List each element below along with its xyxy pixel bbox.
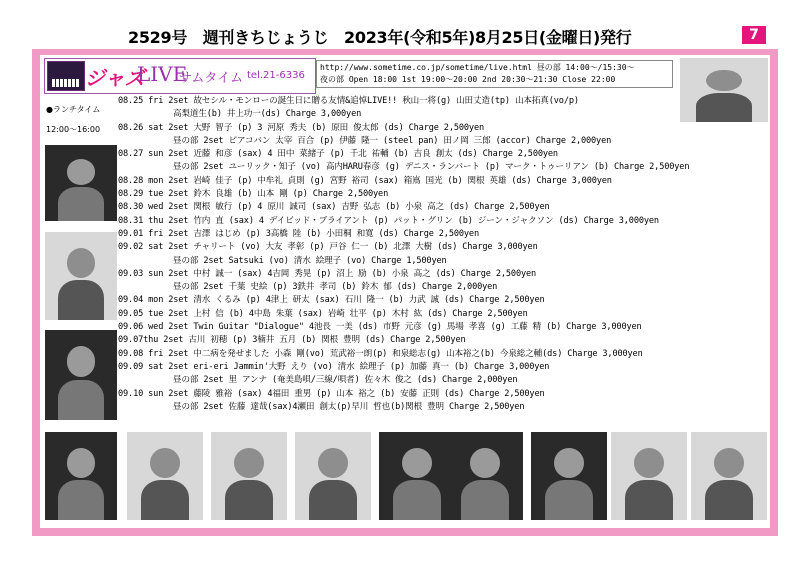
schedule-row: 09.01 fri 2set 吉澤 はじめ (p) 3高橋 陸 (b) 小田桐 和寛 (ds) Charge 2,500yen xyxy=(118,228,479,239)
info-box xyxy=(316,60,673,88)
schedule-row: 08.28 mon 2set 岩崎 佳子 (p) 中牟礼 貞則 (g) 宮野 裕司 (sax) 箱嶌 国光 (b) 関根 英雄 (ds) Charge 3,000yen xyxy=(118,175,612,186)
musician-photo-7 xyxy=(531,432,607,520)
schedule-row: 08.30 wed 2set 関根 敏行 (p) 4 原川 誠司 (sax) 吉野 弘志 (b) 小泉 高之 (ds) Charge 2,500yen xyxy=(118,202,550,213)
musician-photo-6 xyxy=(447,432,523,520)
issue-header-text: 2529号 週刊きちじょうじ 2023年(令和5年)8月25日(金曜日)発行 xyxy=(128,28,632,47)
schedule-row: 09.06 wed 2set Twin Guitar "Dialogue" 4池長 一美 (ds) 市野 元彦 (g) 馬場 孝喜 (g) 工藤 精 (b) Charge 3,000yen xyxy=(118,322,642,333)
musician-photo-pianist-woman xyxy=(45,232,117,320)
venue-name: サムタイム xyxy=(179,71,244,86)
musician-photo-5 xyxy=(379,432,455,520)
schedule-row: 09.02 sat 2set チャリート (vo) 大友 孝彰 (p) 戸谷 仁一 (b) 北澤 大樹 (ds) Charge 3,000yen xyxy=(118,242,538,253)
musician-photo-9 xyxy=(691,432,767,520)
schedule-row: 08.27 sun 2set 近藤 和彦 (sax) 4 田中 菜緒子 (p) 千北 祐輔 (b) 吉良 創太 (ds) Charge 2,500yen xyxy=(118,149,558,160)
schedule-row: 08.31 thu 2set 竹内 直 (sax) 4 デイビッド・ブライアント (p) パット・グリン (b) ジーン・ジャクソン (ds) Charge 3,000yen xyxy=(118,215,659,226)
musician-photo-3 xyxy=(211,432,287,520)
schedule-row: 09.05 tue 2set 上村 信 (b) 4中島 朱葉 (sax) 岩崎 壮平 (p) 木村 紘 (ds) Charge 2,500yen xyxy=(118,308,528,319)
schedule-row: 昼の部 2set 千葉 史絵 (p) 3鉄井 孝司 (b) 鈴木 郁 (ds) Charge 2,000yen xyxy=(173,282,498,293)
schedule-row: 昼の部 2set 里 アンナ (奄美島唄/三線/唄者) 佐々木 俊之 (ds) Charge 2,000yen xyxy=(173,375,518,386)
schedule-row: 09.03 sun 2set 中村 誠一 (sax) 4吉岡 秀晃 (p) 沼上 励 (b) 小泉 高之 (ds) Charge 2,500yen xyxy=(118,268,537,279)
piano-icon xyxy=(47,61,85,91)
musician-photo-4 xyxy=(295,432,371,520)
live-schedule xyxy=(118,95,778,414)
musician-photo-8 xyxy=(611,432,687,520)
lunch-label: ●ランチタイム xyxy=(46,105,101,114)
info-url-line: http://www.sometime.co.jp/sometime/live.html 昼の部 14:00～/15:30～ xyxy=(320,63,635,72)
musician-photo-guitarist xyxy=(45,145,117,221)
schedule-row: 昼の部 2set ユーリック・知子 (vo) 高内HARU春彦 (g) デニス・ランバート (p) マーク・トゥーリアン (b) Charge 2,500yen xyxy=(173,162,690,173)
schedule-row: 高梨道生(b) 井上功一(ds) Charge 3,000yen xyxy=(173,109,362,120)
info-hours-line: 夜の部 Open 18:00 1st 19:00～20:00 2nd 20:30～21:30 Close 22:00 xyxy=(320,75,616,84)
musician-photo-piano-player xyxy=(45,330,117,420)
musician-photo-2 xyxy=(127,432,203,520)
schedule-row: 09.09 sat 2set eri-eri Jammin'大野 えり (vo) 清水 絵理子 (p) 加藤 真一 (b) Charge 3,000yen xyxy=(118,361,550,372)
schedule-row: 09.08 fri 2set 中二病を発せました 小森 剛(vo) 荒武裕一朗(p) 和泉総志(g) 山本裕之(b) 今泉総之輔(ds) Charge 3,000yen xyxy=(118,348,643,359)
schedule-row: 09.10 sun 2set 藤陵 雅裕 (sax) 4福田 重男 (p) 山本 裕之 (b) 安藤 正則 (ds) Charge 2,500yen xyxy=(118,388,545,399)
page-number-badge: 7 xyxy=(742,26,766,44)
logo-live-text: LIVE xyxy=(137,62,188,86)
venue-phone: tel.21-6336 xyxy=(247,70,305,81)
schedule-row: 09.07thu 2set 古川 初穂 (p) 3楠井 五月 (b) 関根 豊明 (ds) Charge 2,500yen xyxy=(118,335,466,346)
logo-jazz-text: ジャズ xyxy=(85,66,145,90)
schedule-row: 昼の部 2set ピアコバン 太宰 百合 (p) 伊藤 隆一 (steel pan) 田ノ岡 三郎 (accor) Charge 2,000yen xyxy=(173,135,612,146)
schedule-row: 08.26 sat 2set 大野 智子 (p) 3 河原 秀夫 (b) 原田 俊太郎 (ds) Charge 2,500yen xyxy=(118,122,484,133)
schedule-row: 08.29 tue 2set 鈴木 良雄 (b) 山本 剛 (p) Charge 2,500yen xyxy=(118,189,389,200)
schedule-row: 08.25 fri 2set 故セシル・モンローの誕生日に贈る友情&追悼LIVE!! 秋山一将(g) 山田丈造(tp) 山本拓真(vo/p) xyxy=(118,96,579,106)
lunch-time-note xyxy=(46,100,100,140)
schedule-row: 昼の部 2set 佐藤 達哉(sax)4瀬田 創太(p)早川 哲也(b)関根 豊明 Charge 2,500yen xyxy=(173,401,525,412)
schedule-row: 09.04 mon 2set 清水 くるみ (p) 4津上 研太 (sax) 石川 隆一 (b) 力武 誠 (ds) Charge 2,500yen xyxy=(118,295,545,306)
musician-photo-1 xyxy=(45,432,117,520)
schedule-row: 昼の部 2set Satsuki (vo) 清水 絵理子 (vo) Charge 1,500yen xyxy=(173,255,447,266)
venue-logo xyxy=(44,58,316,94)
lunch-hours: 12:00～16:00 xyxy=(46,125,101,134)
